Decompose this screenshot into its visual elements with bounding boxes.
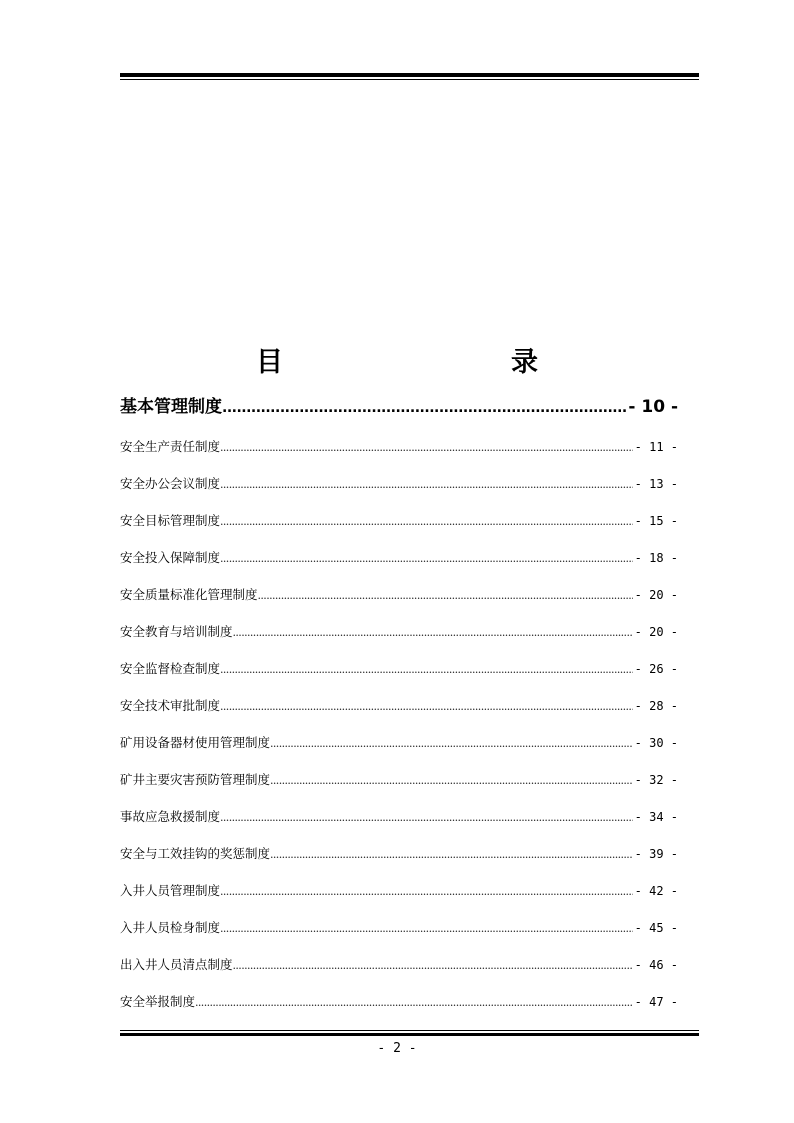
toc-entry-page: - 39 -	[634, 847, 678, 861]
toc-entry-page: - 34 -	[634, 810, 678, 824]
toc-leader-dots	[220, 466, 633, 503]
toc-leader-dots	[222, 400, 626, 416]
toc-entry[interactable]	[120, 687, 678, 724]
footer-page-number: - 2 -	[377, 1041, 417, 1056]
header-rule	[120, 73, 699, 80]
toc-leader-dots	[195, 984, 633, 1021]
toc-entry-page: - 30 -	[634, 736, 678, 750]
toc-entry[interactable]	[120, 835, 678, 872]
toc-entry-label: 矿用设备器材使用管理制度	[120, 735, 271, 750]
toc-entry-label: 入井人员管理制度	[120, 883, 221, 898]
toc-leader-dots	[220, 651, 633, 688]
toc-entry-label: 事故应急救援制度	[120, 809, 221, 824]
toc-entry[interactable]	[120, 465, 678, 502]
toc-entry-label: 安全技术审批制度	[120, 698, 221, 713]
toc-leader-dots	[220, 429, 633, 466]
toc-heading-label: 基本管理制度	[120, 397, 222, 417]
toc-entry-page: - 20 -	[634, 625, 678, 639]
toc-entry-label: 出入井人员清点制度	[120, 957, 233, 972]
page-title: 目 录	[256, 347, 596, 378]
toc-entry-label: 安全办公会议制度	[120, 476, 221, 491]
toc-entry-page: - 42 -	[634, 884, 678, 898]
toc-entry-page: - 20 -	[634, 588, 678, 602]
toc-entry[interactable]	[120, 909, 678, 946]
toc-entry[interactable]	[120, 539, 678, 576]
toc-leader-dots	[270, 836, 633, 873]
toc-entry-label: 安全目标管理制度	[120, 513, 221, 528]
toc-entry-page: - 26 -	[634, 662, 678, 676]
toc-entry-page: - 28 -	[634, 699, 678, 713]
toc-entry[interactable]	[120, 872, 678, 909]
toc-entry[interactable]	[120, 576, 678, 613]
toc-leader-dots	[220, 873, 633, 910]
toc-entry[interactable]	[120, 650, 678, 687]
toc-entry-page: - 15 -	[634, 514, 678, 528]
toc-leader-dots	[270, 725, 633, 762]
toc-entry-page: - 18 -	[634, 551, 678, 565]
toc-entry-label: 安全生产责任制度	[120, 439, 221, 454]
toc-entry[interactable]	[120, 613, 678, 650]
toc-leader-dots	[220, 540, 633, 577]
toc-leader-dots	[220, 910, 633, 947]
toc-heading[interactable]	[120, 392, 678, 422]
table-of-contents	[120, 392, 678, 1020]
toc-entry-label: 安全教育与培训制度	[120, 624, 233, 639]
footer-rule	[120, 1030, 699, 1036]
toc-entry-label: 入井人员检身制度	[120, 920, 221, 935]
toc-entry-page: - 11 -	[634, 440, 678, 454]
toc-entry-label: 安全与工效挂钩的奖惩制度	[120, 846, 271, 861]
toc-heading-page: - 10 -	[628, 397, 678, 417]
toc-entry-label: 安全投入保障制度	[120, 550, 221, 565]
toc-entry-label: 安全监督检查制度	[120, 661, 221, 676]
toc-entry-label: 安全质量标准化管理制度	[120, 587, 258, 602]
toc-entry[interactable]	[120, 502, 678, 539]
toc-entry-page: - 13 -	[634, 477, 678, 491]
toc-leader-dots	[233, 614, 633, 651]
toc-entry-page: - 46 -	[634, 958, 678, 972]
toc-entry-page: - 45 -	[634, 921, 678, 935]
toc-entry[interactable]	[120, 724, 678, 761]
toc-entry-label: 矿井主要灾害预防管理制度	[120, 772, 271, 787]
toc-entry[interactable]	[120, 983, 678, 1020]
toc-entry-label: 安全举报制度	[120, 994, 196, 1009]
toc-leader-dots	[220, 688, 633, 725]
toc-entry[interactable]	[120, 946, 678, 983]
toc-leader-dots	[258, 577, 633, 614]
toc-entry[interactable]	[120, 761, 678, 798]
toc-leader-dots	[233, 947, 633, 984]
toc-leader-dots	[220, 503, 633, 540]
toc-leader-dots	[270, 762, 633, 799]
toc-entry-list	[120, 428, 678, 1020]
toc-entry[interactable]	[120, 798, 678, 835]
toc-entry[interactable]	[120, 428, 678, 465]
toc-entry-page: - 32 -	[634, 773, 678, 787]
toc-leader-dots	[220, 799, 633, 836]
toc-entry-page: - 47 -	[634, 995, 678, 1009]
